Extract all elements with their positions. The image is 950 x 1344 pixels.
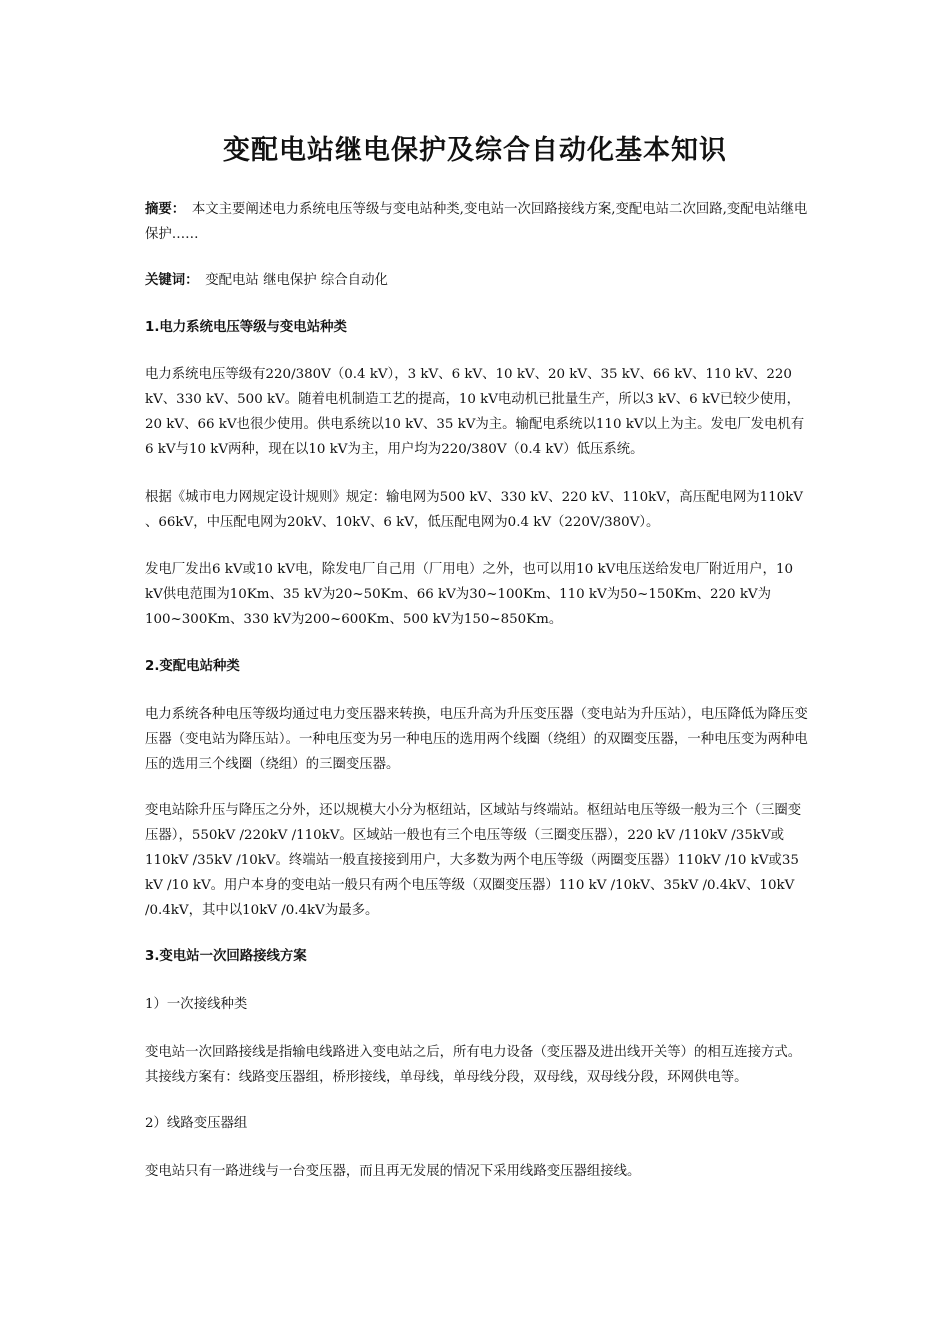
- section-2-paragraph-2: 变电站除升压与降压之分外，还以规模大小分为枢纽站，区域站与终端站。枢纽站电压等级一般为三个（三圈变压器），550kV /220kV /110kV。区域站一般也有三个电压等级（三圈变压器），220 kV /110kV /35kV或110kV /35kV /10kV。终端站一般直接接到用户，大多数为两个电压等级（两圈变压器）110kV /10 kV或35 kV /10 kV。用户本身的变电站一般只有两个电压等级（双圈变压器）110 kV /10kV、35kV /0.4kV、10kV /0.4kV，其中以10kV /0.4kV为最多。: [145, 803, 802, 918]
- section-3-paragraph-2: 变电站只有一路进线与一台变压器，而且再无发展的情况下采用线路变压器组接线。: [145, 1164, 641, 1179]
- abstract-paragraph: [145, 197, 810, 247]
- section-1-paragraph-1: 电力系统电压等级有220/380V（0.4 kV），3 kV、6 kV、10 kV、20 kV、35 kV、66 kV、110 kV、220 kV、330 kV、500 kV。随着电机制造工艺的提高，10 kV电动机已批量生产，所以3 kV、6 kV已较少使用，20 kV、66 kV也很少使用。供电系统以10 kV、35 kV为主。输配电系统以110 kV以上为主。发电厂发电机有6 kV与10 kV两种，现在以10 kV为主，用户均为220/380V（0.4 kV）低压系统。: [145, 367, 805, 457]
- section-1-paragraph-2: 根据《城市电力网规定设计规则》规定：输电网为500 kV、330 kV、220 kV、110kV，高压配电网为110kV 、66kV，中压配电网为20kV、10kV、6 kV，低压配电网为0.4 kV（220V/380V）。: [145, 490, 803, 530]
- section-3-heading: 3.变电站一次回路接线方案: [145, 949, 307, 964]
- section-3-paragraph-1: 变电站一次回路接线是指输电线路进入变电站之后，所有电力设备（变压器及进出线开关等）的相互连接方式。其接线方案有：线路变压器组，桥形接线，单母线，单母线分段，双母线，双母线分段，环网供电等。: [145, 1045, 802, 1085]
- section-3-subheading-1: 1）一次接线种类: [145, 997, 248, 1012]
- section-2-heading: 2.变配电站种类: [145, 659, 240, 674]
- keywords-paragraph: [145, 268, 810, 293]
- abstract-label: 摘要：: [145, 202, 179, 217]
- document-title: 变配电站继电保护及综合自动化基本知识: [223, 135, 727, 166]
- section-2-paragraph-1: 电力系统各种电压等级均通过电力变压器来转换，电压升高为升压变压器（变电站为升压站），电压降低为降压变压器（变电站为降压站）。一种电压变为另一种电压的选用两个线圈（绕组）的双圈变压器，一种电压变为两种电压的选用三个线圈（绕组）的三圈变压器。: [145, 707, 808, 772]
- section-3-subheading-2: 2）线路变压器组: [145, 1116, 248, 1131]
- keywords-text: 变配电站 继电保护 综合自动化: [191, 273, 388, 288]
- keywords-label: 关键词：: [145, 273, 192, 288]
- abstract-text: 本文主要阐述电力系统电压等级与变电站种类,变电站一次回路接线方案,变配电站二次回路,变配电站继电保护……: [145, 202, 808, 242]
- section-1-heading: 1.电力系统电压等级与变电站种类: [145, 320, 347, 335]
- section-1-paragraph-3: 发电厂发出6 kV或10 kV电，除发电厂自己用（厂用电）之外，也可以用10 kV电压送给发电厂附近用户，10 kV供电范围为10Km、35 kV为20~50Km、66 kV为30~100Km、110 kV为50~150Km、220 kV为100~300Km、330 kV为200~600Km、500 kV为150~850Km。: [145, 562, 793, 627]
